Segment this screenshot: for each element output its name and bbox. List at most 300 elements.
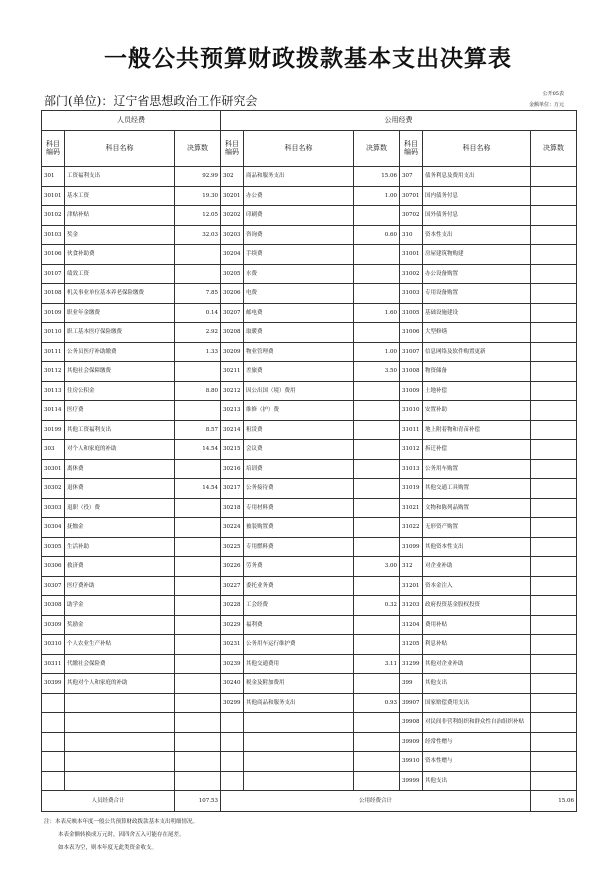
- item-name: 国外债务付息: [423, 206, 531, 226]
- item-name: 专用设备购置: [423, 284, 531, 304]
- item-amount: 15.06: [354, 167, 400, 187]
- item-code: 30203: [221, 225, 244, 245]
- table-row: [42, 225, 577, 245]
- item-code: 30101: [42, 186, 65, 206]
- item-name: 对个人和家庭的补助: [65, 440, 175, 460]
- table-row: [42, 323, 577, 343]
- item-amount: [531, 752, 577, 772]
- table-row: [42, 186, 577, 206]
- item-code: 30216: [221, 459, 244, 479]
- item-code: 30106: [42, 245, 65, 265]
- item-amount: [531, 284, 577, 304]
- item-code: 30702: [400, 206, 423, 226]
- item-code: [221, 752, 244, 772]
- item-amount: [531, 557, 577, 577]
- table-row: [42, 518, 577, 538]
- item-amount: [354, 264, 400, 284]
- personnel-total-label: 人员经费合计: [42, 791, 175, 812]
- item-amount: 14.54: [175, 479, 221, 499]
- item-name: 办公设备购置: [423, 264, 531, 284]
- item-name: 国家赔偿费用支出: [423, 693, 531, 713]
- table-row: [42, 342, 577, 362]
- item-code: 30228: [221, 596, 244, 616]
- item-name: 退职（役）费: [65, 498, 175, 518]
- item-amount: [531, 323, 577, 343]
- item-code: 31008: [400, 362, 423, 382]
- item-code: 312: [400, 557, 423, 577]
- table-row: [42, 537, 577, 557]
- item-name: 拆迁补偿: [423, 440, 531, 460]
- item-name: 绩效工资: [65, 264, 175, 284]
- item-name: 地上附着物和青苗补偿: [423, 420, 531, 440]
- table-row: [42, 557, 577, 577]
- item-name: 其他支出: [423, 771, 531, 791]
- item-code: 30224: [221, 518, 244, 538]
- item-amount: [354, 752, 400, 772]
- item-code: 30107: [42, 264, 65, 284]
- item-amount: [531, 771, 577, 791]
- total-row: [42, 791, 577, 812]
- notes: [44, 816, 198, 855]
- item-amount: [531, 342, 577, 362]
- item-amount: [531, 225, 577, 245]
- note-line: 本表金额转换成万元时，因四舍五入可能存在尾差。: [58, 832, 185, 838]
- item-code: 30208: [221, 323, 244, 343]
- item-amount: 2.92: [175, 323, 221, 343]
- item-amount: [175, 732, 221, 752]
- item-amount: [175, 713, 221, 733]
- item-code: 30304: [42, 518, 65, 538]
- item-amount: 0.93: [354, 693, 400, 713]
- item-name: 土地补偿: [423, 381, 531, 401]
- item-name: 津贴补贴: [65, 206, 175, 226]
- item-code: 30239: [221, 654, 244, 674]
- item-name: 商品和服务支出: [244, 167, 354, 187]
- item-name: 维修（护）费: [244, 401, 354, 421]
- item-amount: [531, 674, 577, 694]
- item-name: 工会经费: [244, 596, 354, 616]
- item-name: 公务接待费: [244, 479, 354, 499]
- item-name: [65, 771, 175, 791]
- item-amount: [175, 674, 221, 694]
- item-name: 公务用车购置: [423, 459, 531, 479]
- item-name: 邮电费: [244, 303, 354, 323]
- item-name: 生活补助: [65, 537, 175, 557]
- item-code: 30114: [42, 401, 65, 421]
- item-code: 30206: [221, 284, 244, 304]
- item-amount: [354, 284, 400, 304]
- item-name: 资本性支出: [423, 225, 531, 245]
- table-row: [42, 596, 577, 616]
- name-header: 科目名称: [244, 131, 354, 167]
- table-row: [42, 167, 577, 187]
- item-code: 30204: [221, 245, 244, 265]
- item-name: [244, 752, 354, 772]
- item-amount: [531, 245, 577, 265]
- item-amount: [354, 498, 400, 518]
- item-code: 31099: [400, 537, 423, 557]
- item-code: 30309: [42, 615, 65, 635]
- item-code: 31002: [400, 264, 423, 284]
- item-name: 取暖费: [244, 323, 354, 343]
- item-name: 个人农业生产补贴: [65, 635, 175, 655]
- item-code: 30226: [221, 557, 244, 577]
- item-name: 咨询费: [244, 225, 354, 245]
- table-row: [42, 459, 577, 479]
- item-code: 31011: [400, 420, 423, 440]
- item-code: 31019: [400, 479, 423, 499]
- table-row: [42, 693, 577, 713]
- table-row: [42, 245, 577, 265]
- table-row: [42, 303, 577, 323]
- item-amount: [175, 498, 221, 518]
- item-code: [42, 752, 65, 772]
- item-amount: [175, 557, 221, 577]
- item-name: 利息补贴: [423, 635, 531, 655]
- item-amount: [531, 654, 577, 674]
- item-name: 专用材料费: [244, 498, 354, 518]
- item-code: 30229: [221, 615, 244, 635]
- item-amount: [175, 537, 221, 557]
- amount-unit: 金额单位：万元: [528, 102, 564, 108]
- item-code: 30701: [400, 186, 423, 206]
- item-name: 信息网络及软件购置更新: [423, 342, 531, 362]
- item-code: 31201: [400, 576, 423, 596]
- item-amount: 7.85: [175, 284, 221, 304]
- item-code: 31299: [400, 654, 423, 674]
- item-name: 住房公积金: [65, 381, 175, 401]
- item-code: 30113: [42, 381, 65, 401]
- amount-header: 决算数: [354, 131, 400, 167]
- expenditure-table: [41, 110, 577, 812]
- table-row: [42, 206, 577, 226]
- item-name: 无形资产购置: [423, 518, 531, 538]
- department-label: 部门(单位)：辽宁省思想政治工作研究会: [44, 94, 258, 108]
- item-amount: 1.33: [175, 342, 221, 362]
- table-row: [42, 576, 577, 596]
- item-name: 奖励金: [65, 615, 175, 635]
- item-amount: [531, 459, 577, 479]
- item-amount: [531, 420, 577, 440]
- item-amount: 12.05: [175, 206, 221, 226]
- item-name: 其他资本性支出: [423, 537, 531, 557]
- item-amount: [531, 186, 577, 206]
- item-name: 债务利息及费用支出: [423, 167, 531, 187]
- item-amount: [175, 654, 221, 674]
- item-amount: [354, 771, 400, 791]
- item-name: 其他商品和服务支出: [244, 693, 354, 713]
- item-amount: [531, 303, 577, 323]
- item-name: 税金及附加费用: [244, 674, 354, 694]
- table-row: [42, 674, 577, 694]
- item-amount: [175, 245, 221, 265]
- item-code: 302: [221, 167, 244, 187]
- item-amount: [354, 713, 400, 733]
- item-code: 30302: [42, 479, 65, 499]
- item-code: 30202: [221, 206, 244, 226]
- table-row: [42, 615, 577, 635]
- item-name: 办公费: [244, 186, 354, 206]
- item-name: 经常性赠与: [423, 732, 531, 752]
- item-code: 30231: [221, 635, 244, 655]
- item-name: 对民间非营利组织和群众性自治组织补贴: [423, 713, 531, 733]
- item-amount: 3.50: [354, 362, 400, 382]
- item-code: 30227: [221, 576, 244, 596]
- item-amount: 0.14: [175, 303, 221, 323]
- item-name: 机关事业单位基本养老保险缴费: [65, 284, 175, 304]
- item-name: 国内债务付息: [423, 186, 531, 206]
- item-name: 其他交通工具购置: [423, 479, 531, 499]
- item-amount: [531, 498, 577, 518]
- table-row: [42, 713, 577, 733]
- item-amount: [531, 596, 577, 616]
- item-name: 物资储备: [423, 362, 531, 382]
- item-name: 医疗费: [65, 401, 175, 421]
- item-amount: 14.54: [175, 440, 221, 460]
- item-code: 30207: [221, 303, 244, 323]
- item-code: 39908: [400, 713, 423, 733]
- item-code: 31205: [400, 635, 423, 655]
- item-name: 奖金: [65, 225, 175, 245]
- item-amount: [175, 401, 221, 421]
- item-name: 公务用车运行维护费: [244, 635, 354, 655]
- item-code: [221, 732, 244, 752]
- item-amount: 1.00: [354, 342, 400, 362]
- item-code: 30205: [221, 264, 244, 284]
- code-header: 科目编码: [400, 131, 423, 167]
- note-line: 注：本表反映本年度一般公共预算财政拨款基本支出明细情况。: [44, 819, 199, 825]
- table-row: [42, 362, 577, 382]
- item-amount: [354, 245, 400, 265]
- item-amount: [531, 635, 577, 655]
- item-code: 39907: [400, 693, 423, 713]
- item-name: 政府投资基金股权投资: [423, 596, 531, 616]
- item-amount: [531, 206, 577, 226]
- item-amount: [354, 323, 400, 343]
- item-name: 印刷费: [244, 206, 354, 226]
- item-amount: [354, 615, 400, 635]
- name-header: 科目名称: [423, 131, 531, 167]
- item-name: [65, 752, 175, 772]
- item-code: 30211: [221, 362, 244, 382]
- code-header: 科目编码: [42, 131, 65, 167]
- item-name: 职业年金缴费: [65, 303, 175, 323]
- item-code: 30214: [221, 420, 244, 440]
- item-code: 30199: [42, 420, 65, 440]
- item-amount: [531, 576, 577, 596]
- item-amount: [175, 264, 221, 284]
- item-amount: [354, 732, 400, 752]
- item-name: 水费: [244, 264, 354, 284]
- item-amount: 8.80: [175, 381, 221, 401]
- item-code: 30299: [221, 693, 244, 713]
- code-header: 科目编码: [221, 131, 244, 167]
- item-name: 对企业补助: [423, 557, 531, 577]
- item-code: 31006: [400, 323, 423, 343]
- item-code: 30109: [42, 303, 65, 323]
- item-code: 30112: [42, 362, 65, 382]
- page-title: 一般公共预算财政拨款基本支出决算表: [104, 46, 512, 72]
- item-code: 30111: [42, 342, 65, 362]
- item-amount: 3.11: [354, 654, 400, 674]
- item-name: 医疗费补助: [65, 576, 175, 596]
- item-amount: [354, 674, 400, 694]
- item-code: 31007: [400, 342, 423, 362]
- table-row: [42, 381, 577, 401]
- item-amount: [531, 615, 577, 635]
- item-amount: [531, 518, 577, 538]
- item-name: 工资福利支出: [65, 167, 175, 187]
- amount-header: 决算数: [531, 131, 577, 167]
- item-amount: [531, 693, 577, 713]
- item-name: 其他社会保障缴费: [65, 362, 175, 382]
- item-amount: 92.99: [175, 167, 221, 187]
- item-code: 31204: [400, 615, 423, 635]
- item-amount: [354, 206, 400, 226]
- item-amount: [531, 440, 577, 460]
- item-name: 基本工资: [65, 186, 175, 206]
- item-amount: [175, 518, 221, 538]
- item-code: 30218: [221, 498, 244, 518]
- table-row: [42, 264, 577, 284]
- item-name: 物业管理费: [244, 342, 354, 362]
- item-code: 30213: [221, 401, 244, 421]
- item-amount: [354, 479, 400, 499]
- table-row: [42, 635, 577, 655]
- item-code: 30225: [221, 537, 244, 557]
- personnel-total-value: 107.53: [175, 791, 221, 812]
- item-name: 离休费: [65, 459, 175, 479]
- item-code: 31005: [400, 303, 423, 323]
- item-name: 大型修缮: [423, 323, 531, 343]
- item-code: 30108: [42, 284, 65, 304]
- item-name: 电费: [244, 284, 354, 304]
- item-name: [244, 732, 354, 752]
- item-amount: [175, 615, 221, 635]
- item-amount: [354, 459, 400, 479]
- item-name: 手续费: [244, 245, 354, 265]
- table-row: [42, 284, 577, 304]
- item-code: [42, 713, 65, 733]
- item-amount: [531, 264, 577, 284]
- item-amount: [175, 771, 221, 791]
- item-amount: [531, 713, 577, 733]
- table-row: [42, 440, 577, 460]
- item-code: 31013: [400, 459, 423, 479]
- item-name: 职工基本医疗保险缴费: [65, 323, 175, 343]
- table-row: [42, 654, 577, 674]
- item-amount: 0.32: [354, 596, 400, 616]
- item-code: 31022: [400, 518, 423, 538]
- public-total-value: 15.06: [531, 791, 577, 812]
- item-amount: [354, 537, 400, 557]
- item-name: 培训费: [244, 459, 354, 479]
- item-amount: [175, 576, 221, 596]
- item-amount: [531, 381, 577, 401]
- item-code: [42, 771, 65, 791]
- item-code: 30303: [42, 498, 65, 518]
- item-name: 公务员医疗补助缴费: [65, 342, 175, 362]
- item-amount: [175, 459, 221, 479]
- item-name: 伙食补助费: [65, 245, 175, 265]
- item-code: 30102: [42, 206, 65, 226]
- item-amount: 1.60: [354, 303, 400, 323]
- item-code: 39909: [400, 732, 423, 752]
- item-name: 资本性赠与: [423, 752, 531, 772]
- item-name: 房屋建筑物购建: [423, 245, 531, 265]
- item-code: 30110: [42, 323, 65, 343]
- item-code: 30301: [42, 459, 65, 479]
- item-amount: [175, 362, 221, 382]
- item-amount: [354, 401, 400, 421]
- item-name: 文物和陈列品购置: [423, 498, 531, 518]
- item-amount: [175, 635, 221, 655]
- item-amount: 19.30: [175, 186, 221, 206]
- form-number: 公开05表: [542, 91, 564, 97]
- item-code: 30307: [42, 576, 65, 596]
- item-amount: 3.00: [354, 557, 400, 577]
- item-name: 福利费: [244, 615, 354, 635]
- item-amount: [354, 440, 400, 460]
- item-amount: [531, 362, 577, 382]
- item-amount: [531, 732, 577, 752]
- table-row: [42, 498, 577, 518]
- item-name: 会议费: [244, 440, 354, 460]
- item-name: 代缴社会保险费: [65, 654, 175, 674]
- item-amount: 0.60: [354, 225, 400, 245]
- item-name: 助学金: [65, 596, 175, 616]
- item-amount: [354, 518, 400, 538]
- table-row: [42, 732, 577, 752]
- item-name: 劳务费: [244, 557, 354, 577]
- item-name: [65, 732, 175, 752]
- item-amount: [175, 693, 221, 713]
- item-amount: 32.03: [175, 225, 221, 245]
- item-code: [221, 713, 244, 733]
- item-code: 30306: [42, 557, 65, 577]
- table-row: [42, 420, 577, 440]
- item-code: 30215: [221, 440, 244, 460]
- item-code: 307: [400, 167, 423, 187]
- item-name: 安置补助: [423, 401, 531, 421]
- item-amount: [175, 752, 221, 772]
- item-code: 31001: [400, 245, 423, 265]
- item-name: 基础设施建设: [423, 303, 531, 323]
- item-amount: [531, 537, 577, 557]
- item-amount: [354, 635, 400, 655]
- item-name: [65, 713, 175, 733]
- item-code: 30217: [221, 479, 244, 499]
- table-row: [42, 771, 577, 791]
- item-code: 31012: [400, 440, 423, 460]
- item-name: 费用补贴: [423, 615, 531, 635]
- item-name: 专用燃料费: [244, 537, 354, 557]
- item-code: [42, 732, 65, 752]
- item-name: 其他支出: [423, 674, 531, 694]
- item-name: 资本金注入: [423, 576, 531, 596]
- item-name: 差旅费: [244, 362, 354, 382]
- item-amount: 1.00: [354, 186, 400, 206]
- item-name: [244, 771, 354, 791]
- item-amount: [354, 420, 400, 440]
- item-code: 39910: [400, 752, 423, 772]
- item-name: [65, 693, 175, 713]
- item-code: 30399: [42, 674, 65, 694]
- public-group-header: 公用经费: [221, 111, 577, 131]
- item-name: 其他工资福利支出: [65, 420, 175, 440]
- amount-header: 决算数: [175, 131, 221, 167]
- item-amount: [531, 167, 577, 187]
